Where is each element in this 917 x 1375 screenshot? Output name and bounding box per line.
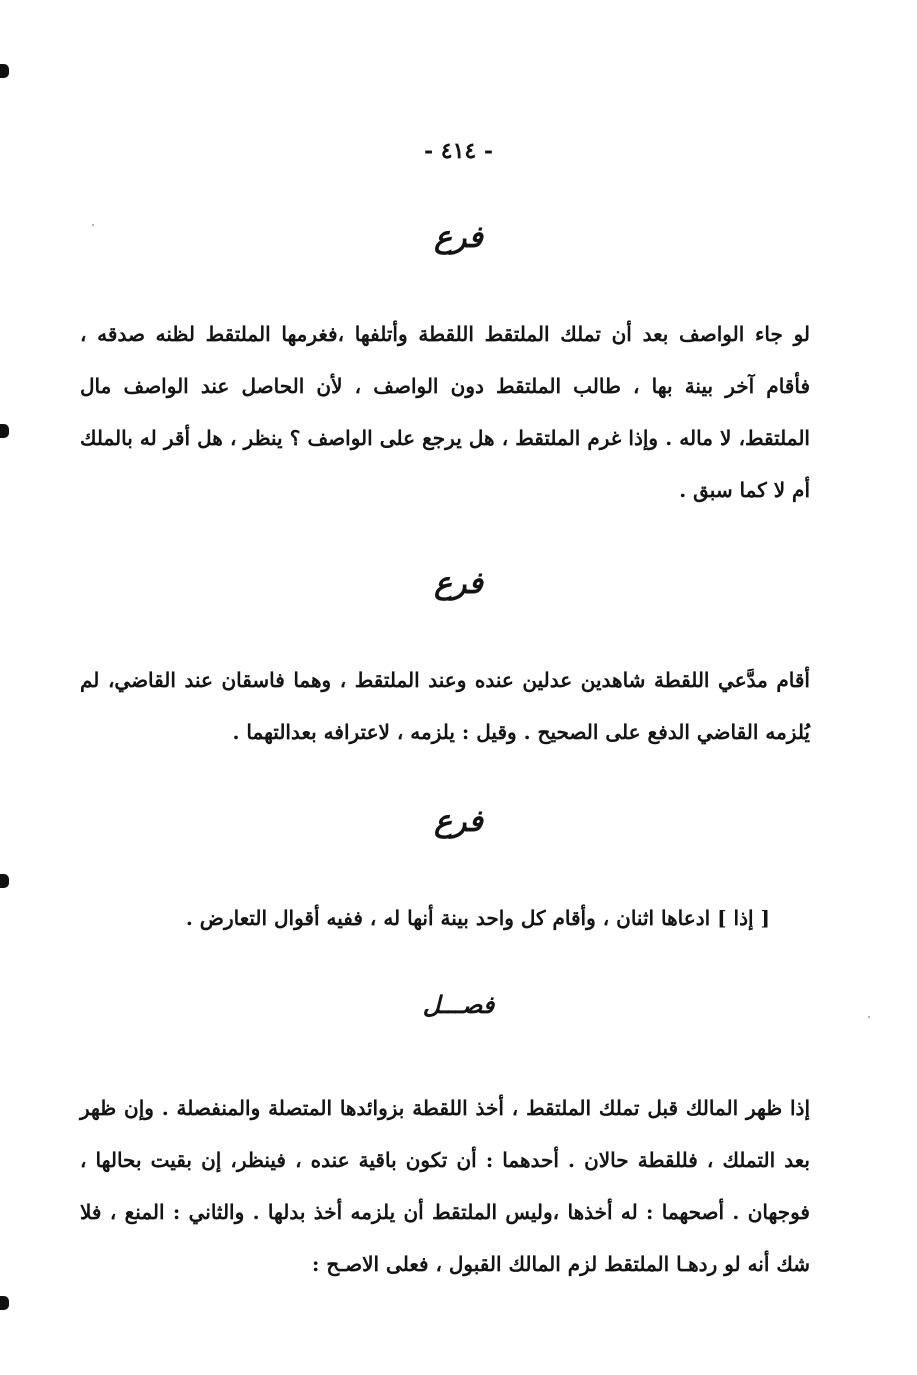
section-paragraph: لو جاء الواصف بعد أن تملك الملتقط اللقطة وأتلفها ،فغرمها الملتقط لظنه صدقه ، فأقام آخر بينة بها ، طالب الملتقط دون الواصف ، لأن الحاصل عند الواصف مال الملتقط، لا ماله . وإذا غرم الملتقط ، هل يرجع على الواصف ؟ ينظر ، هل أقر له بالملك أم لا كما سبق . (80, 322, 810, 502)
section-paragraph: أقام مدَّعي اللقطة شاهدين عدلين عنده وعند الملتقط ، وهما فاسقان عند القاضي، لم يُلزمه القاضي الدفع على الصحيح . وقيل : يلزمه ، لاعترافه بعدالتهما . (80, 668, 810, 744)
section-paragraph: إذا ظهر المالك قبل تملك الملتقط ، أخذ اللقطة بزوائدها المتصلة والمنفصلة . وإن ظهر بعد التملك ، فللقطة حالان . أحدهما : أن تكون باقية عنده ، فينظر، إن بقيت بحالها ، فوجهان . أصحهما : له أخذها ،وليس الملتقط أن يلزمه أخذ بدلها . والثاني : المنع ، فلا شك أنه لو ردهـا الملتقط لزم المالك القبول ، فعلى الاصـح : (80, 1096, 810, 1276)
section-heading: فرع (434, 804, 483, 839)
binding-mark (0, 874, 9, 888)
binding-mark (0, 1296, 9, 1310)
page-number: - ٤١٤ - (423, 138, 494, 164)
binding-mark (0, 64, 9, 78)
chapter-heading: فصـــل (422, 990, 495, 1019)
section-paragraph: [ إذا ] ادعاها اثنان ، وأقام كل واحد بينة أنها له ، ففيه أقوال التعارض . (185, 906, 770, 930)
section-heading: فرع (434, 566, 483, 601)
binding-mark (0, 424, 9, 438)
section-heading: فرع (434, 220, 483, 255)
